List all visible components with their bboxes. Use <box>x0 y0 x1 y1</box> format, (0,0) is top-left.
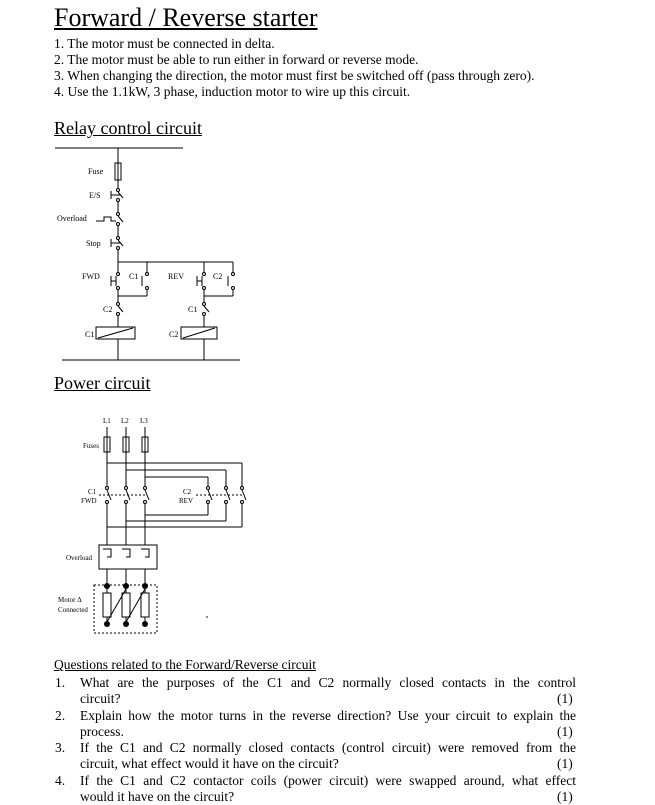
power-fuses-label: Fuses <box>83 442 99 450</box>
question-4-marks: (1) <box>557 789 573 804</box>
c2-interlock-label: C2 <box>103 305 113 314</box>
c1-power-contacts <box>99 487 149 504</box>
question-4-line2: would it have on the circuit? <box>80 789 235 804</box>
question-1-number: 1. <box>55 675 66 690</box>
motor-terminal <box>142 583 148 589</box>
motor-terminal <box>123 583 129 589</box>
fwd-label: FWD <box>82 272 100 281</box>
c1-interlock-label: C1 <box>188 305 198 314</box>
l3-label: L3 <box>140 417 148 425</box>
es-label: E/S <box>89 191 101 200</box>
question-1-line2: circuit? <box>80 691 121 706</box>
requirement-3: 3. When changing the direction, the motor must first be switched off (pass through zero). <box>54 68 535 83</box>
question-2-line1: Explain how the motor turns in the reverse direction? Use your circuit to explain the <box>80 708 576 723</box>
c2-hold-label: C2 <box>213 272 223 281</box>
rev-label: REV <box>168 272 184 281</box>
control-overload-label: Overload <box>57 214 87 223</box>
c2-coil-label: C2 <box>169 330 179 339</box>
motor-terminal <box>142 621 148 627</box>
c2-power-contacts <box>196 487 246 504</box>
stop-label: Stop <box>86 239 101 248</box>
question-3-line1: If the C1 and C2 normally closed contacts (control circuit) were removed from the <box>80 740 576 755</box>
question-2-number: 2. <box>55 708 66 723</box>
question-3-line2: circuit, what effect would it have on the circuit? <box>80 756 339 771</box>
question-4-number: 4. <box>55 773 66 788</box>
l1-label: L1 <box>103 417 111 425</box>
requirement-4: 4. Use the 1.1kW, 3 phase, induction motor to wire up this circuit. <box>54 84 411 99</box>
control-circuit-heading: Relay control circuit <box>54 118 202 138</box>
l2-label: L2 <box>121 417 129 425</box>
c1-coil-label: C1 <box>85 330 95 339</box>
question-2-line2: process. <box>80 724 124 739</box>
motor-label-line1: Motor Δ <box>58 596 82 604</box>
questions-heading: Questions related to the Forward/Reverse circuit <box>54 657 317 672</box>
c2-power-label: C2 <box>183 488 192 496</box>
motor-label-line2: Connected <box>58 606 88 614</box>
c1-hold-label: C1 <box>129 272 139 281</box>
power-circuit-heading: Power circuit <box>54 373 151 393</box>
question-3-number: 3. <box>55 740 66 755</box>
motor-winding-3 <box>141 593 149 617</box>
question-3-marks: (1) <box>557 756 573 771</box>
question-1-marks: (1) <box>557 691 573 706</box>
motor-terminal <box>104 583 110 589</box>
power-overload-label: Overload <box>66 554 93 562</box>
fwd-power-label: FWD <box>81 497 97 505</box>
c1-power-label: C1 <box>88 488 97 496</box>
motor-winding-1 <box>103 593 111 617</box>
rev-power-label: REV <box>179 497 193 505</box>
question-4-line1: If the C1 and C2 contactor coils (power circuit) were swapped around, what effect <box>80 773 576 788</box>
requirement-1: 1. The motor must be connected in delta. <box>54 36 275 51</box>
question-1-line1: What are the purposes of the C1 and C2 normally closed contacts in the control <box>80 675 576 690</box>
requirement-2: 2. The motor must be able to run either in forward or reverse mode. <box>54 52 419 67</box>
page-title: Forward / Reverse starter <box>54 3 318 32</box>
question-2-marks: (1) <box>557 724 573 739</box>
control-fuse-label: Fuse <box>88 167 104 176</box>
motor-winding-2 <box>122 593 130 617</box>
